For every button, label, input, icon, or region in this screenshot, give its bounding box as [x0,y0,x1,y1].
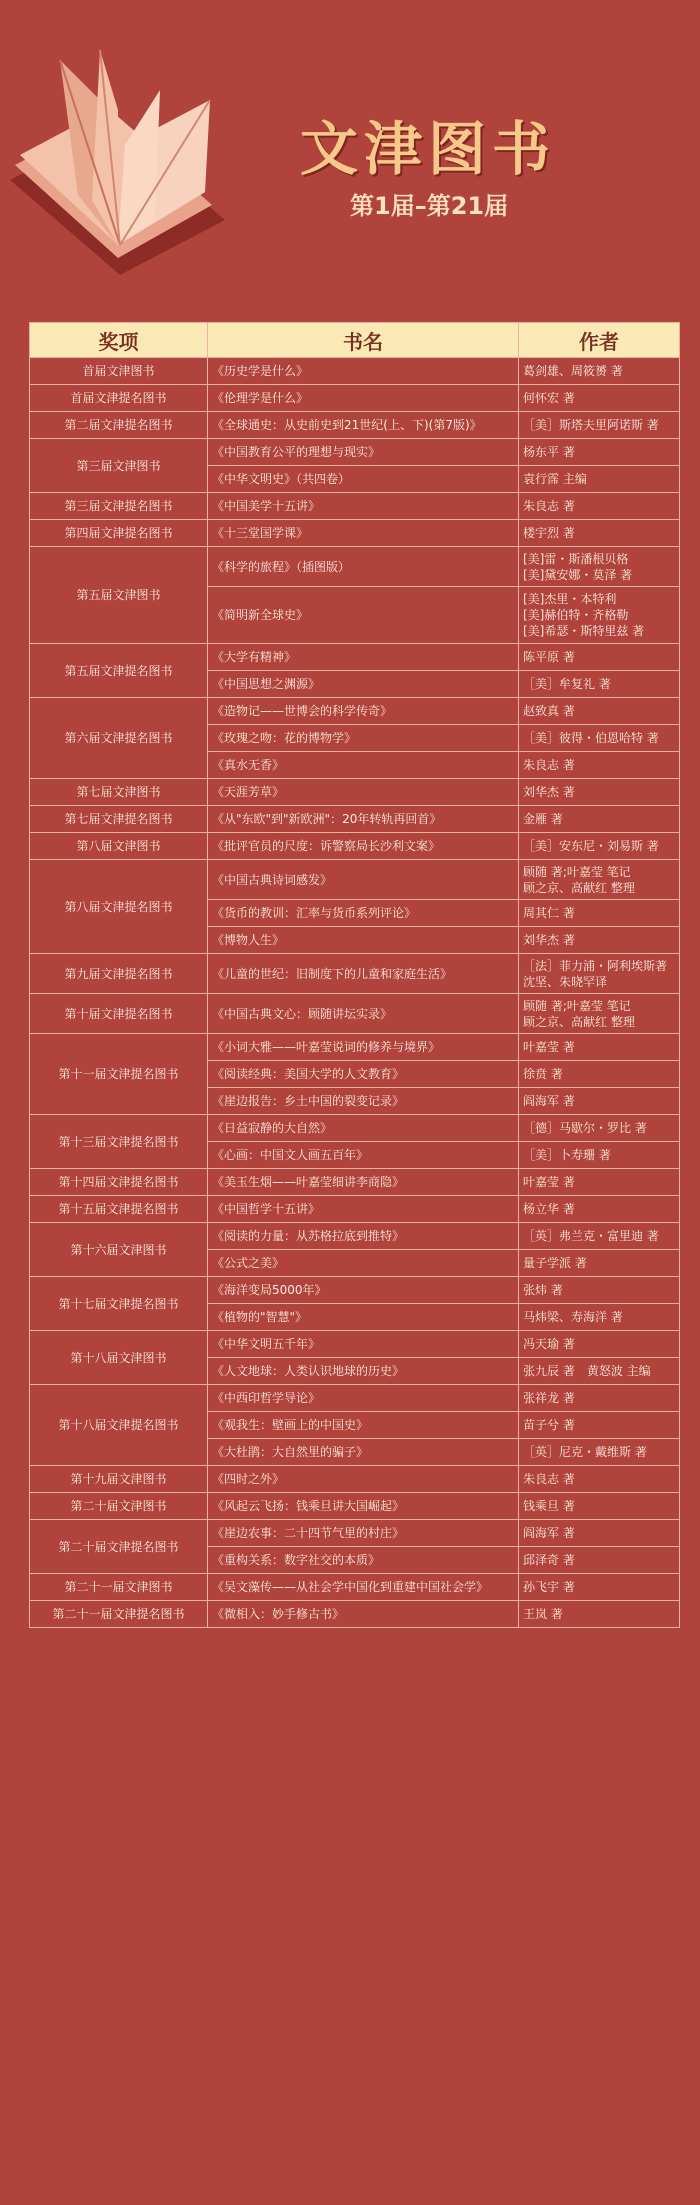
award-cell: 第二十届文津图书 [30,1493,208,1520]
author-cell: 朱良志 著 [519,752,680,779]
author-cell: 顾随 著;叶嘉莹 笔记 顾之京、高献红 整理 [519,994,680,1034]
award-cell: 第十八届文津提名图书 [30,1385,208,1466]
column-header-title: 书名 [208,323,519,358]
book-title-cell: 《公式之美》 [208,1250,519,1277]
table-row [30,439,680,466]
book-title-cell: 《微相入：妙手修古书》 [208,1601,519,1628]
page-subtitle: 第1届–第21届 [350,192,509,220]
author-cell: 赵致真 著 [519,698,680,725]
author-cell: 何怀宏 著 [519,385,680,412]
book-title-cell: 《天涯芳草》 [208,779,519,806]
book-title-cell: 《日益寂静的大自然》 [208,1115,519,1142]
book-title-cell: 《中国教育公平的理想与现实》 [208,439,519,466]
author-cell: 葛剑雄、周筱赟 著 [519,358,680,385]
page-header [0,0,700,318]
table-row [30,1277,680,1304]
author-cell: ［英］弗兰克・富里迪 著 [519,1223,680,1250]
book-title-cell: 《中国古典诗词感发》 [208,860,519,900]
author-cell: ［美］牟复礼 著 [519,671,680,698]
book-title-cell: 《植物的"智慧"》 [208,1304,519,1331]
award-cell: 第三届文津提名图书 [30,493,208,520]
table-row [30,493,680,520]
author-cell: 楼宇烈 著 [519,520,680,547]
book-title-cell: 《儿童的世纪：旧制度下的儿童和家庭生活》 [208,954,519,994]
book-title-cell: 《科学的旅程》（插图版） [208,547,519,587]
book-title-cell: 《大杜鹃：大自然里的骗子》 [208,1439,519,1466]
book-title-cell: 《观我生：壁画上的中国史》 [208,1412,519,1439]
table-row [30,385,680,412]
author-cell: 徐贲 著 [519,1061,680,1088]
book-title-cell: 《崖边报告：乡土中国的裂变记录》 [208,1088,519,1115]
author-cell: 张九辰 著 黄怒波 主编 [519,1358,680,1385]
award-cell: 第十五届文津提名图书 [30,1196,208,1223]
book-title-cell: 《造物记——世博会的科学传奇》 [208,698,519,725]
author-cell: 王岚 著 [519,1601,680,1628]
table-row [30,698,680,725]
award-table [29,322,680,1628]
author-cell: 钱乘旦 著 [519,1493,680,1520]
book-title-cell: 《博物人生》 [208,927,519,954]
book-title-cell: 《中西印哲学导论》 [208,1385,519,1412]
award-cell: 第八届文津图书 [30,833,208,860]
award-cell: 第六届文津提名图书 [30,698,208,779]
book-title-cell: 《阅读的力量：从苏格拉底到推特》 [208,1223,519,1250]
award-cell: 第十三届文津提名图书 [30,1115,208,1169]
book-title-cell: 《心画：中国文人画五百年》 [208,1142,519,1169]
table-row [30,994,680,1034]
book-title-cell: 《小词大雅——叶嘉莹说词的修养与境界》 [208,1034,519,1061]
book-title-cell: 《中国哲学十五讲》 [208,1196,519,1223]
book-title-cell: 《中国美学十五讲》 [208,493,519,520]
table-row [30,1331,680,1358]
award-cell: 第二十届文津提名图书 [30,1520,208,1574]
book-title-cell: 《崖边农事：二十四节气里的村庄》 [208,1520,519,1547]
award-cell: 第二十一届文津提名图书 [30,1601,208,1628]
book-title-cell: 《吴文藻传——从社会学中国化到重建中国社会学》 [208,1574,519,1601]
book-title-cell: 《美玉生烟——叶嘉莹细讲李商隐》 [208,1169,519,1196]
column-header-author: 作者 [519,323,680,358]
author-cell: 刘华杰 著 [519,779,680,806]
table-row [30,1196,680,1223]
page-title: 文津图书 [300,115,557,183]
book-title-cell: 《真水无香》 [208,752,519,779]
author-cell: 袁行霈 主编 [519,466,680,493]
table-row [30,1385,680,1412]
table-row [30,833,680,860]
author-cell: 杨东平 著 [519,439,680,466]
award-cell: 第十六届文津图书 [30,1223,208,1277]
table-row [30,860,680,900]
book-title-cell: 《风起云飞扬：钱乘旦讲大国崛起》 [208,1493,519,1520]
book-title-cell: 《伦理学是什么》 [208,385,519,412]
award-cell: 第十四届文津提名图书 [30,1169,208,1196]
table-row [30,779,680,806]
author-cell: [美]雷・斯潘根贝格 [美]黛安娜・莫泽 著 [519,547,680,587]
book-title-cell: 《批评官员的尺度：诉警察局长沙利文案》 [208,833,519,860]
award-cell: 第十届文津提名图书 [30,994,208,1034]
award-cell: 首届文津提名图书 [30,385,208,412]
author-cell: ［美］卜寿珊 著 [519,1142,680,1169]
table-row [30,1574,680,1601]
book-title-cell: 《中国思想之渊源》 [208,671,519,698]
book-title-cell: 《历史学是什么》 [208,358,519,385]
table-row [30,806,680,833]
table-row [30,547,680,587]
author-cell: 朱良志 著 [519,493,680,520]
author-cell: 周其仁 著 [519,900,680,927]
award-cell: 第三届文津图书 [30,439,208,493]
table-row [30,1520,680,1547]
book-title-cell: 《从"东欧"到"新欧洲"：20年转轨再回首》 [208,806,519,833]
author-cell: ［德］马歇尔・罗比 著 [519,1115,680,1142]
author-cell: 陈平原 著 [519,644,680,671]
author-cell: 量子学派 著 [519,1250,680,1277]
book-title-cell: 《四时之外》 [208,1466,519,1493]
author-cell: 金雁 著 [519,806,680,833]
award-cell: 第五届文津提名图书 [30,644,208,698]
author-cell: ［美］彼得・伯恩哈特 著 [519,725,680,752]
table-row [30,1115,680,1142]
award-cell: 第九届文津提名图书 [30,954,208,994]
column-header-award: 奖项 [30,323,208,358]
table-row [30,1601,680,1628]
table-header-row [30,323,680,358]
award-cell: 第十八届文津图书 [30,1331,208,1385]
award-cell: 第七届文津提名图书 [30,806,208,833]
book-title-cell: 《玫瑰之吻：花的博物学》 [208,725,519,752]
author-cell: 邱泽奇 著 [519,1547,680,1574]
author-cell: 马炜梁、寿海洋 著 [519,1304,680,1331]
author-cell: 阎海军 著 [519,1088,680,1115]
award-cell: 第八届文津提名图书 [30,860,208,954]
award-cell: 第十七届文津提名图书 [30,1277,208,1331]
book-title-cell: 《中国古典文心：顾随讲坛实录》 [208,994,519,1034]
table-row [30,1493,680,1520]
table-row [30,1466,680,1493]
table-row [30,358,680,385]
table-row [30,412,680,439]
author-cell: 张炜 著 [519,1277,680,1304]
author-cell: [美]杰里・本特利 [美]赫伯特・齐格勒 [美]希瑟・斯特里兹 著 [519,587,680,644]
award-cell: 第七届文津图书 [30,779,208,806]
author-cell: 顾随 著;叶嘉莹 笔记 顾之京、高献红 整理 [519,860,680,900]
book-title-cell: 《中华文明五千年》 [208,1331,519,1358]
table-row [30,644,680,671]
table-row [30,1034,680,1061]
book-title-cell: 《全球通史：从史前史到21世纪(上、下)(第7版)》 [208,412,519,439]
award-cell: 第十一届文津提名图书 [30,1034,208,1115]
table-body [30,358,680,1628]
book-title-cell: 《海洋变局5000年》 [208,1277,519,1304]
award-cell: 首届文津图书 [30,358,208,385]
author-cell: 杨立华 著 [519,1196,680,1223]
table-row [30,520,680,547]
author-cell: 张祥龙 著 [519,1385,680,1412]
author-cell: 叶嘉莹 著 [519,1169,680,1196]
author-cell: 苗子兮 著 [519,1412,680,1439]
book-title-cell: 《重构关系：数字社交的本质》 [208,1547,519,1574]
book-title-cell: 《十三堂国学课》 [208,520,519,547]
author-cell: 冯天瑜 著 [519,1331,680,1358]
award-cell: 第二届文津提名图书 [30,412,208,439]
book-title-cell: 《阅读经典：美国大学的人文教育》 [208,1061,519,1088]
award-cell: 第四届文津提名图书 [30,520,208,547]
author-cell: 刘华杰 著 [519,927,680,954]
book-title-cell: 《大学有精神》 [208,644,519,671]
table-row [30,954,680,994]
author-cell: ［英］尼克・戴维斯 著 [519,1439,680,1466]
author-cell: 孙飞宇 著 [519,1574,680,1601]
author-cell: 朱良志 著 [519,1466,680,1493]
author-cell: 叶嘉莹 著 [519,1034,680,1061]
author-cell: 阎海军 著 [519,1520,680,1547]
table-row [30,1169,680,1196]
open-book-icon [0,30,270,300]
author-cell: ［法］菲力浦・阿利埃斯著 沈坚、朱晓罕译 [519,954,680,994]
book-title-cell: 《中华文明史》（共四卷） [208,466,519,493]
award-cell: 第十九届文津图书 [30,1466,208,1493]
book-title-cell: 《货币的教训：汇率与货币系列评论》 [208,900,519,927]
author-cell: ［美］安东尼・刘易斯 著 [519,833,680,860]
table-row [30,1223,680,1250]
award-cell: 第五届文津图书 [30,547,208,644]
book-title-cell: 《人文地球：人类认识地球的历史》 [208,1358,519,1385]
award-cell: 第二十一届文津图书 [30,1574,208,1601]
author-cell: ［美］斯塔夫里阿诺斯 著 [519,412,680,439]
book-title-cell: 《简明新全球史》 [208,587,519,644]
